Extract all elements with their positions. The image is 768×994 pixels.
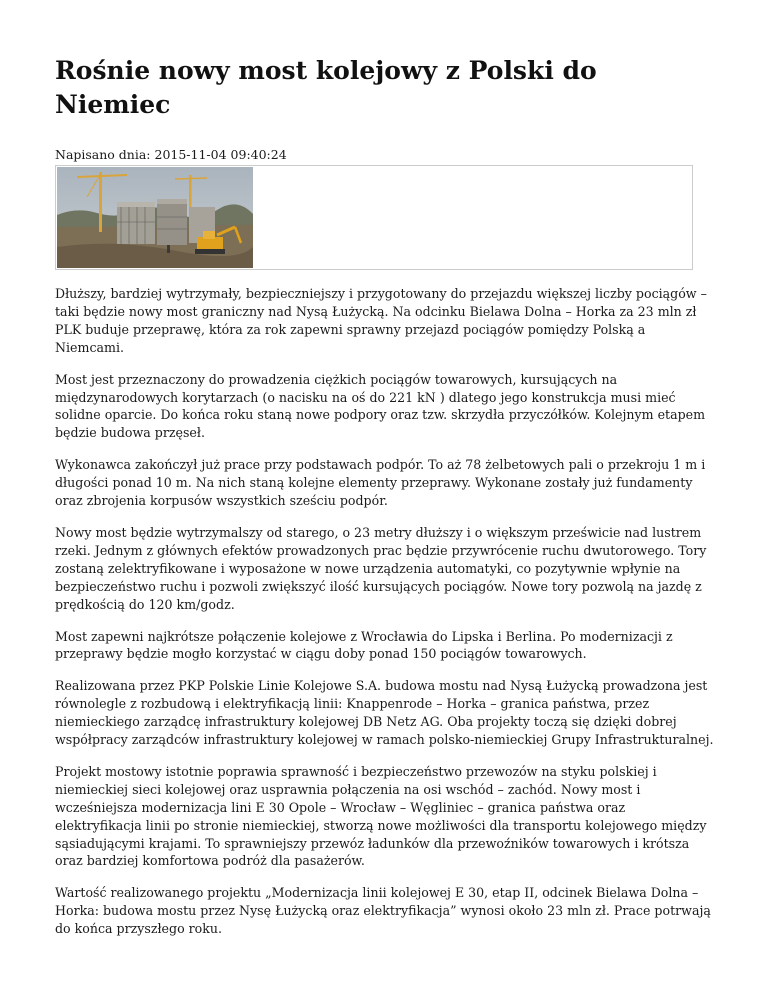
article-body <box>55 285 715 938</box>
paragraph: Wartość realizowanego projektu „Modernizacja linii kolejowej E 30, etap II, odcinek Bielawa Dolna – Horka: budowa mostu przez Nysę Łużycką oraz elektryfikacja” wynosi około 23 mln zł. Prace potrwają do końca przyszłego roku. <box>55 885 711 937</box>
article-title: Rośnie nowy most kolejowy z Polski do Niemiec <box>55 56 597 119</box>
paragraph: Projekt mostowy istotnie poprawia sprawność i bezpieczeństwo przewozów na styku polskiej i niemieckiej sieci kolejowej oraz usprawnia połączenia na osi wschód – zachód. Nowy most i wcześniejsza modernizacja lini E 30 Opole – Wrocław – Węgliniec – granica państwa oraz elektryfikacja linii po stronie niemieckiej, stworzą nowe możliwości dla transportu kolejowego między sąsiadującymi krajami. To sprawniejszy przewóz ładunków dla przewoźników towarowych i krótsza oraz bardziej komfortowa podróż dla pasażerów. <box>55 763 707 869</box>
construction-site-photo <box>57 167 253 268</box>
publish-date: Napisano dnia: 2015-11-04 09:40:24 <box>55 147 287 162</box>
article <box>55 54 715 952</box>
paragraph: Wykonawca zakończył już prace przy podstawach podpór. To aż 78 żelbetowych pali o przekroju 1 m i długości ponad 10 m. Na nich staną kolejne elementy przeprawy. Wykonane zostały już fundamenty oraz zbrojenia korpusów wszystkich sześciu podpór. <box>55 457 706 509</box>
paragraph: Nowy most będzie wytrzymalszy od starego, o 23 metry dłuższy i o większym prześwicie nad lustrem rzeki. Jednym z głównych efektów prowadzonych prac będzie przywrócenie ruchu dwutorowego. Tory zostaną zelektryfikowane i wyposażone w nowe urządzenia automatyki, co pozytywnie wpłynie na bezpieczeństwo ruchu i pozwoli zwiększyć ilość kursujących pociągów. Nowe tory pozwolą na jazdę z prędkością do 120 km/godz. <box>55 524 707 612</box>
paragraph: Dłuższy, bardziej wytrzymały, bezpieczniejszy i przygotowany do przejazdu większej liczby pociągów – taki będzie nowy most graniczny nad Nysą Łużycką. Na odcinku Bielawa Dolna – Horka za 23 mln zł PLK buduje przeprawę, która za rok zapewni sprawny przejazd pociągów pomiędzy Polską a Niemcami. <box>55 286 707 355</box>
paragraph: Most zapewni najkrótsze połączenie kolejowe z Wrocławia do Lipska i Berlina. Po modernizacji z przeprawy będzie mogło korzystać w ciągu doby ponad 150 pociągów towarowych. <box>55 628 673 662</box>
article-photo-frame <box>55 165 693 270</box>
paragraph: Most jest przeznaczony do prowadzenia ciężkich pociągów towarowych, kursujących na międzynarodowych korytarzach (o nacisku na oś do 221 kN ) dlatego jego konstrukcja musi mieć solidne oparcie. Do końca roku staną nowe podpory oraz tzw. skrzydła przyczółków. Kolejnym etapem będzie budowa przęseł. <box>55 371 706 441</box>
paragraph: Realizowana przez PKP Polskie Linie Kolejowe S.A. budowa mostu nad Nysą Łużycką prowadzona jest równolegle z rozbudową i elektryfikacją linii: Knappenrode – Horka – granica państwa, przez niemieckiego zarządcę infrastruktury kolejowej DB Netz AG. Oba projekty toczą się dzięki dobrej współpracy zarządców infrastruktury kolejowej w ramach polsko-niemieckiej Grupy Infrastrukturalnej. <box>55 678 714 748</box>
